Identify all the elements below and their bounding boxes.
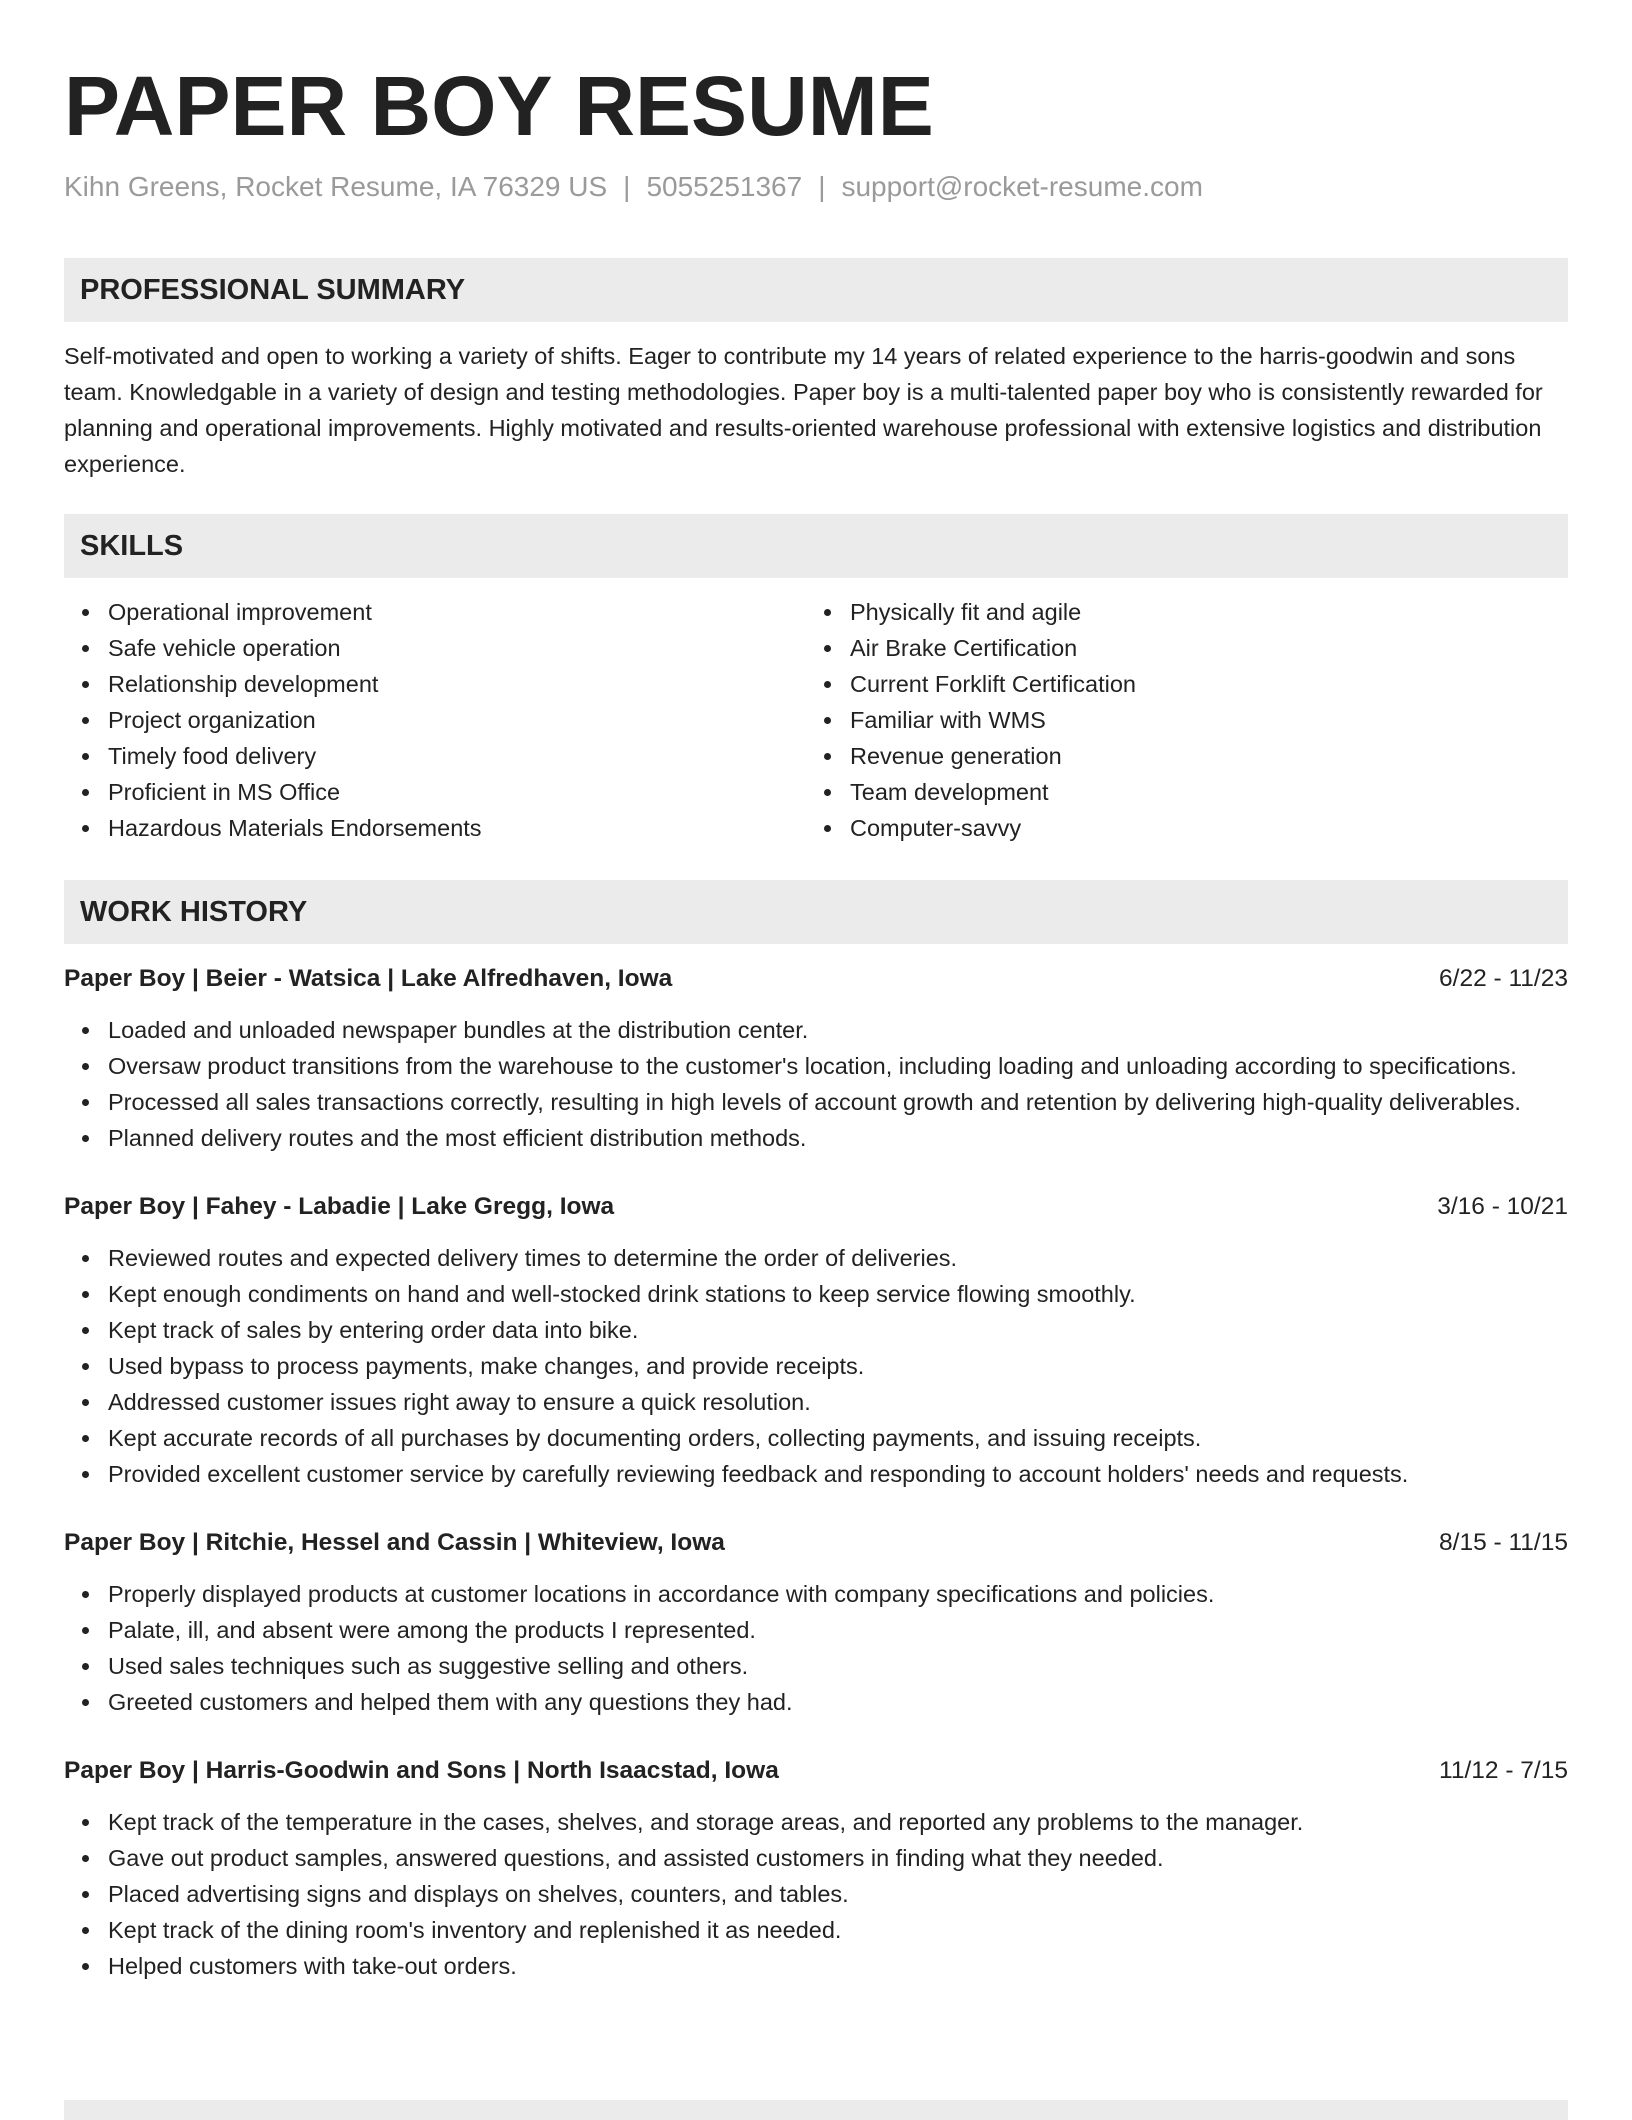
- contact-phone: 5055251367: [646, 171, 803, 202]
- job-bullet: Kept accurate records of all purchases by documenting orders, collecting payments, and issuing receipts.: [108, 1420, 1568, 1456]
- job-dates: 8/15 - 11/15: [1439, 1529, 1568, 1556]
- job-dates: 3/16 - 10/21: [1437, 1193, 1568, 1220]
- contact-line: [64, 170, 1568, 204]
- skill-item: Safe vehicle operation: [108, 630, 806, 666]
- job-bullet: Kept enough condiments on hand and well-stocked drink stations to keep service flowing smoothly.: [108, 1276, 1568, 1312]
- job-entry: [64, 1188, 1568, 1492]
- contact-separator: |: [818, 171, 826, 202]
- job-bullet: Used bypass to process payments, make changes, and provide receipts.: [108, 1348, 1568, 1384]
- job-bullet: Gave out product samples, answered questions, and assisted customers in finding what they needed.: [108, 1840, 1568, 1876]
- skill-item: Revenue generation: [850, 738, 1548, 774]
- skill-item: Familiar with WMS: [850, 702, 1548, 738]
- skill-item: Physically fit and agile: [850, 594, 1548, 630]
- job-bullet: Loaded and unloaded newspaper bundles at the distribution center.: [108, 1012, 1568, 1048]
- contact-separator: |: [623, 171, 631, 202]
- job-bullet: Palate, ill, and absent were among the products I represented.: [108, 1612, 1568, 1648]
- next-section-heading-bar: [64, 2100, 1568, 2120]
- skills-column-left: [64, 594, 806, 846]
- summary-text: Self-motivated and open to working a variety of shifts. Eager to contribute my 14 years of related experience to the harris-goodwin and sons team. Knowledgable in a variety of design and testing methodologies. Paper boy is a multi-talented paper boy who is consistently rewarded for planning and operational improvements. Highly motivated and results-oriented warehouse professional with extensive logistics and distribution experience.: [64, 343, 1543, 477]
- skill-item: Air Brake Certification: [850, 630, 1548, 666]
- skills-heading: SKILLS: [64, 514, 1568, 578]
- job-bullet: Kept track of the dining room's inventory and replenished it as needed.: [108, 1912, 1568, 1948]
- page-title: PAPER BOY RESUME: [64, 59, 934, 153]
- job-bullets: [64, 1576, 1568, 1720]
- work-history-heading: WORK HISTORY: [64, 880, 1568, 944]
- job-bullets: [64, 1012, 1568, 1156]
- job-bullet: Kept track of the temperature in the cases, shelves, and storage areas, and reported any problems to the manager.: [108, 1804, 1568, 1840]
- summary-heading: PROFESSIONAL SUMMARY: [64, 258, 1568, 322]
- job-bullet: Kept track of sales by entering order data into bike.: [108, 1312, 1568, 1348]
- skill-item: Computer-savvy: [850, 810, 1548, 846]
- skill-item: Current Forklift Certification: [850, 666, 1548, 702]
- contact-email[interactable]: support@rocket-resume.com: [841, 171, 1203, 202]
- skills-list: [64, 594, 1568, 846]
- skill-item: Team development: [850, 774, 1548, 810]
- job-title: Paper Boy | Fahey - Labadie | Lake Gregg, Iowa: [64, 1193, 615, 1220]
- job-entry: [64, 960, 1568, 1156]
- skill-item: Operational improvement: [108, 594, 806, 630]
- job-bullets: [64, 1240, 1568, 1492]
- skill-item: Project organization: [108, 702, 806, 738]
- job-title: Paper Boy | Harris-Goodwin and Sons | North Isaacstad, Iowa: [64, 1757, 779, 1784]
- job-bullet: Placed advertising signs and displays on shelves, counters, and tables.: [108, 1876, 1568, 1912]
- job-bullet: Oversaw product transitions from the warehouse to the customer's location, including loading and unloading according to specifications.: [108, 1048, 1568, 1084]
- job-bullet: Addressed customer issues right away to ensure a quick resolution.: [108, 1384, 1568, 1420]
- skill-item: Proficient in MS Office: [108, 774, 806, 810]
- job-dates: 11/12 - 7/15: [1439, 1757, 1568, 1784]
- job-bullet: Processed all sales transactions correctly, resulting in high levels of account growth and retention by delivering high-quality deliverables.: [108, 1084, 1568, 1120]
- job-bullets: [64, 1804, 1568, 1984]
- job-dates: 6/22 - 11/23: [1439, 965, 1568, 992]
- skill-item: Relationship development: [108, 666, 806, 702]
- job-bullet: Provided excellent customer service by carefully reviewing feedback and responding to account holders' needs and requests.: [108, 1456, 1568, 1492]
- job-bullet: Greeted customers and helped them with any questions they had.: [108, 1684, 1568, 1720]
- job-bullet: Helped customers with take-out orders.: [108, 1948, 1568, 1984]
- job-bullet: Properly displayed products at customer locations in accordance with company specifications and policies.: [108, 1576, 1568, 1612]
- skill-item: Timely food delivery: [108, 738, 806, 774]
- contact-address: Kihn Greens, Rocket Resume, IA 76329 US: [64, 171, 608, 202]
- skills-column-right: [806, 594, 1548, 846]
- job-bullet: Planned delivery routes and the most efficient distribution methods.: [108, 1120, 1568, 1156]
- job-entry: [64, 1752, 1568, 1984]
- resume-page: [64, 0, 1568, 1984]
- skill-item: Hazardous Materials Endorsements: [108, 810, 806, 846]
- job-title: Paper Boy | Beier - Watsica | Lake Alfredhaven, Iowa: [64, 965, 673, 992]
- job-bullet: Reviewed routes and expected delivery times to determine the order of deliveries.: [108, 1240, 1568, 1276]
- job-title: Paper Boy | Ritchie, Hessel and Cassin | Whiteview, Iowa: [64, 1529, 725, 1556]
- job-entry: [64, 1524, 1568, 1720]
- job-bullet: Used sales techniques such as suggestive selling and others.: [108, 1648, 1568, 1684]
